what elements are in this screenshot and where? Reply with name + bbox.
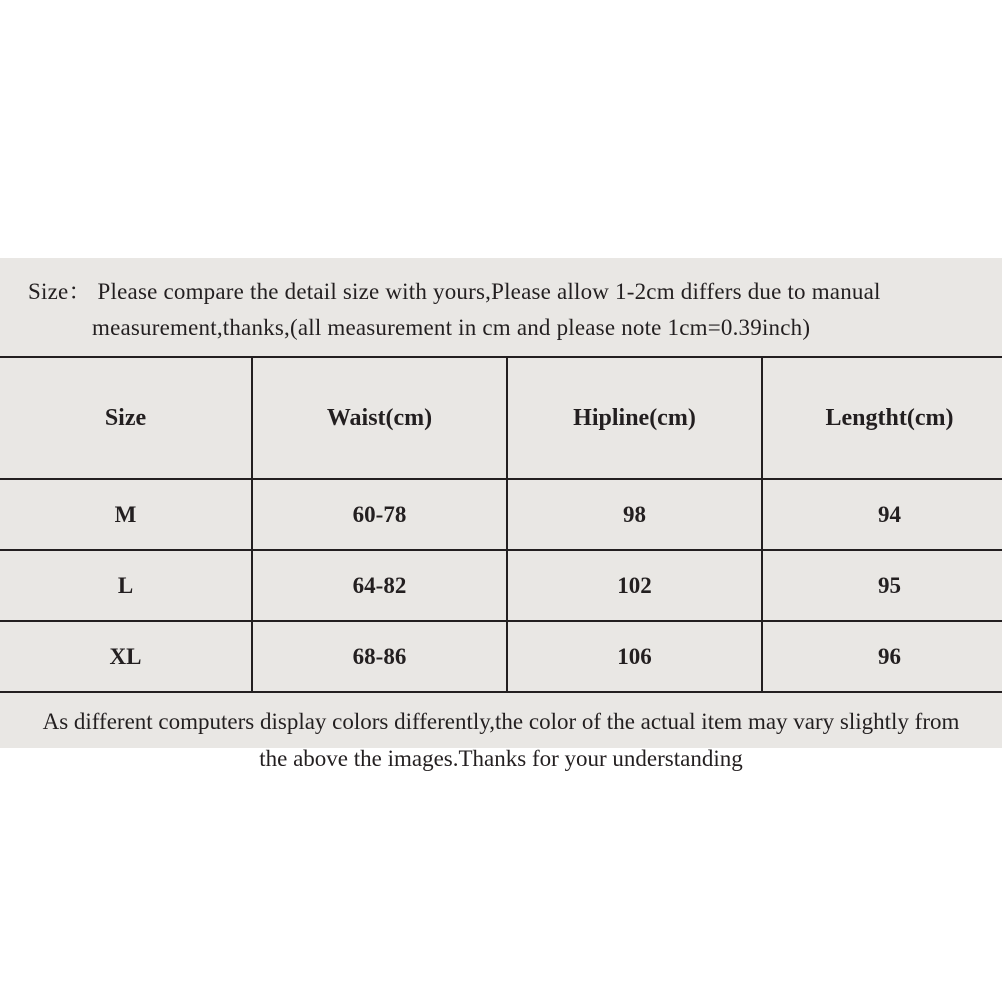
column-header-size: Size — [0, 357, 252, 479]
column-header-length: Lengtht(cm) — [762, 357, 1002, 479]
cell-size: M — [0, 479, 252, 550]
column-header-waist: Waist(cm) — [252, 357, 507, 479]
footnote-block — [0, 693, 1002, 777]
cell-size: XL — [0, 621, 252, 692]
cell-hipline: 106 — [507, 621, 762, 692]
cell-size: L — [0, 550, 252, 621]
footnote-line-1: As different computers display colors differently,the color of the actual item may vary slightly from — [42, 709, 960, 734]
cell-hipline: 98 — [507, 479, 762, 550]
footnote-line-2: the above the images.Thanks for your understanding — [259, 746, 743, 771]
intro-line-1: Size： Please compare the detail size with yours,Please allow 1-2cm differs due to manual — [28, 279, 881, 304]
cell-length: 96 — [762, 621, 1002, 692]
table-row — [0, 479, 1002, 550]
intro-block — [0, 258, 1002, 356]
column-header-hipline: Hipline(cm) — [507, 357, 762, 479]
intro-line-2: measurement,thanks,(all measurement in cm and please note 1cm=0.39inch) — [92, 315, 811, 340]
cell-waist: 64-82 — [252, 550, 507, 621]
cell-length: 94 — [762, 479, 1002, 550]
cell-hipline: 102 — [507, 550, 762, 621]
cell-length: 95 — [762, 550, 1002, 621]
table-row — [0, 550, 1002, 621]
size-table — [0, 356, 1002, 693]
cell-waist: 60-78 — [252, 479, 507, 550]
table-header-row — [0, 357, 1002, 479]
cell-waist: 68-86 — [252, 621, 507, 692]
content-band — [0, 258, 1002, 771]
table-row — [0, 621, 1002, 692]
